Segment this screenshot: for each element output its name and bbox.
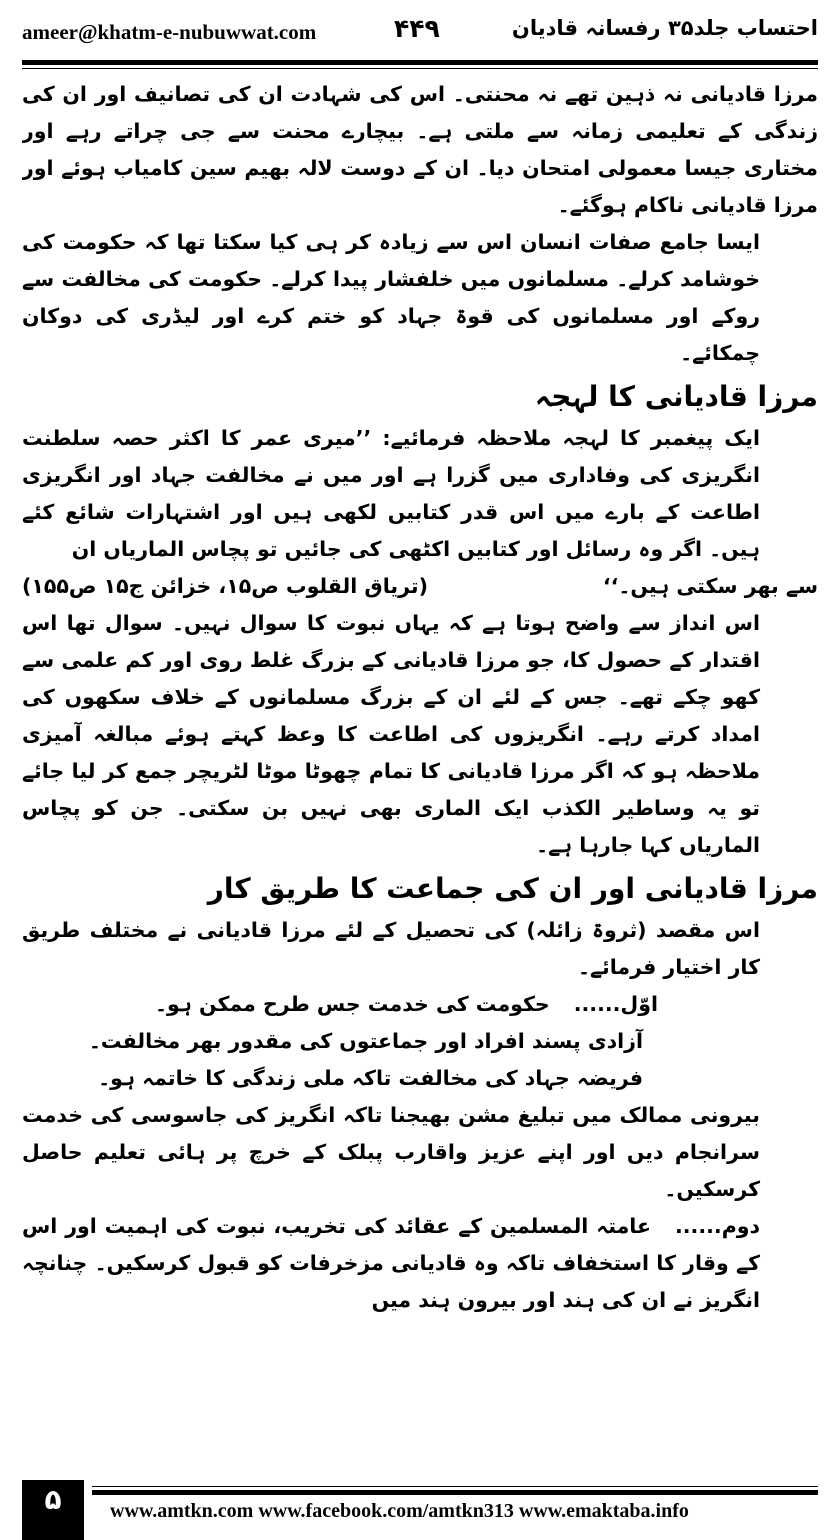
quote-end-line	[22, 568, 818, 605]
list-item-1	[22, 986, 818, 1023]
page-body	[22, 76, 818, 1460]
section-heading-1: مرزا قادیانی کا لہجہ	[534, 380, 818, 413]
footer-page-number: ۵	[22, 1480, 84, 1540]
page-number: ۴۴۹	[394, 14, 440, 43]
footer-rule-thin	[92, 1486, 818, 1487]
paragraph-6-label: دوم......	[674, 1214, 760, 1238]
list-item-2: آزادی پسند افراد اور جماعتوں کی مقدور بھر مخالفت۔	[88, 1029, 643, 1053]
paragraph-4: اس مقصد (ثروۃ زائلہ) کی تحصیل کے لئے مرزا قادیانی نے مختلف طریق کار اختیار فرمائے۔	[22, 918, 760, 979]
footer-rule-thick	[92, 1490, 818, 1495]
quote-end: سے بھر سکتی ہیں۔‘‘	[602, 574, 818, 598]
quote-paragraph: ایک پیغمبر کا لہجہ ملاحظہ فرمائیے: ’’میری عمر کا اکثر حصہ سلطنت انگریزی کی وفاداری میں گزرا ہے اور میں نے مخالفت جہاد اور انگریزی اطاعت کے بارے میں اس قدر کتابیں لکھی ہیں اور اشتہارات شائع کئے ہیں۔ اگر وہ رسائل اور کتابیں اکٹھی کی جائیں تو پچاس الماریاں ان	[22, 426, 760, 561]
paragraph-5: بیرونی ممالک میں تبلیغ مشن بھیجنا تاکہ انگریز کی جاسوسی کی خدمت سرانجام دیں اور اپنے عزیز واقارب پبلک کے خرچ پر ہائی تعلیم حاصل کرسکیں۔	[22, 1103, 760, 1201]
list-label-first: اوّل......	[573, 992, 658, 1016]
citation: (تریاق القلوب ص۱۵، خزائن ج۱۵ ص۱۵۵)	[22, 574, 428, 598]
paragraph-6	[22, 1208, 818, 1319]
section-heading-2: مرزا قادیانی اور ان کی جماعت کا طریق کار	[207, 872, 818, 905]
header-rule-thin	[22, 68, 818, 69]
footer-links: www.amtkn.com www.facebook.com/amtkn313 www.emaktaba.info	[110, 1500, 689, 1522]
paragraph-3: اس انداز سے واضح ہوتا ہے کہ یہاں نبوت کا سوال نہیں۔ سوال تھا اس اقتدار کے حصول کا، جو مرزا قادیانی کے بزرگ غلط روی اور کم علمی سے کھو چکے تھے۔ جس کے لئے ان کے بزرگ مسلمانوں کے خلاف سکھوں کی امداد کرتے رہے۔ انگریزوں کی اطاعت کا وعظ کہتے ہوئے مبالغہ آمیزی ملاحظہ ہو کہ اگر مرزا قادیانی کا تمام چھوٹا موٹا لٹریچر جمع کر لیا جائے تو یہ وساطیر الکذب ایک الماری بھی نہیں بن سکتی۔ جن کو پچاس الماریاں کہا جارہا ہے۔	[22, 611, 760, 857]
book-title: احتساب جلد۳۵ رفسانہ قادیان	[511, 16, 818, 40]
paragraph-2: ایسا جامع صفات انسان اس سے زیادہ کر ہی کیا سکتا تھا کہ حکومت کی خوشامد کرلے۔ مسلمانوں میں خلفشار پیدا کرلے۔ حکومت کی مخالفت سے روکے اور مسلمانوں کی قوۃ جہاد کو ختم کرے اور لیڈری کی دوکان چمکائے۔	[22, 230, 760, 365]
list-item-3: فریضہ جہاد کی مخالفت تاکہ ملی زندگی کا خاتمہ ہو۔	[98, 1066, 643, 1090]
paragraph-6-text: عامتہ المسلمین کے عقائد کی تخریب، نبوت کی اہمیت اور اس کے وقار کا استخفاف تاکہ وہ قادیانی مزخرفات کو قبول کرسکیں۔ چنانچہ انگریز نے ان کی ہند اور بیرون ہند میں	[22, 1214, 760, 1312]
page-header	[22, 14, 818, 54]
header-rule-thick	[22, 60, 818, 65]
paragraph-1: مرزا قادیانی نہ ذہین تھے نہ محنتی۔ اس کی شہادت ان کی تصانیف اور ان کی زندگی کے تعلیمی زمانہ سے ملتی ہے۔ بیچارے محنت سے جی چراتے رہے اور مختاری جیسا معمولی امتحان دیا۔ ان کے دوست لالہ بھیم سین کامیاب ہوئے اور مرزا قادیانی ناکام ہوگئے۔	[22, 82, 818, 217]
list-text-first: حکومت کی خدمت جس طرح ممکن ہو۔	[154, 992, 550, 1016]
email-address: ameer@khatm-e-nubuwwat.com	[22, 20, 317, 44]
